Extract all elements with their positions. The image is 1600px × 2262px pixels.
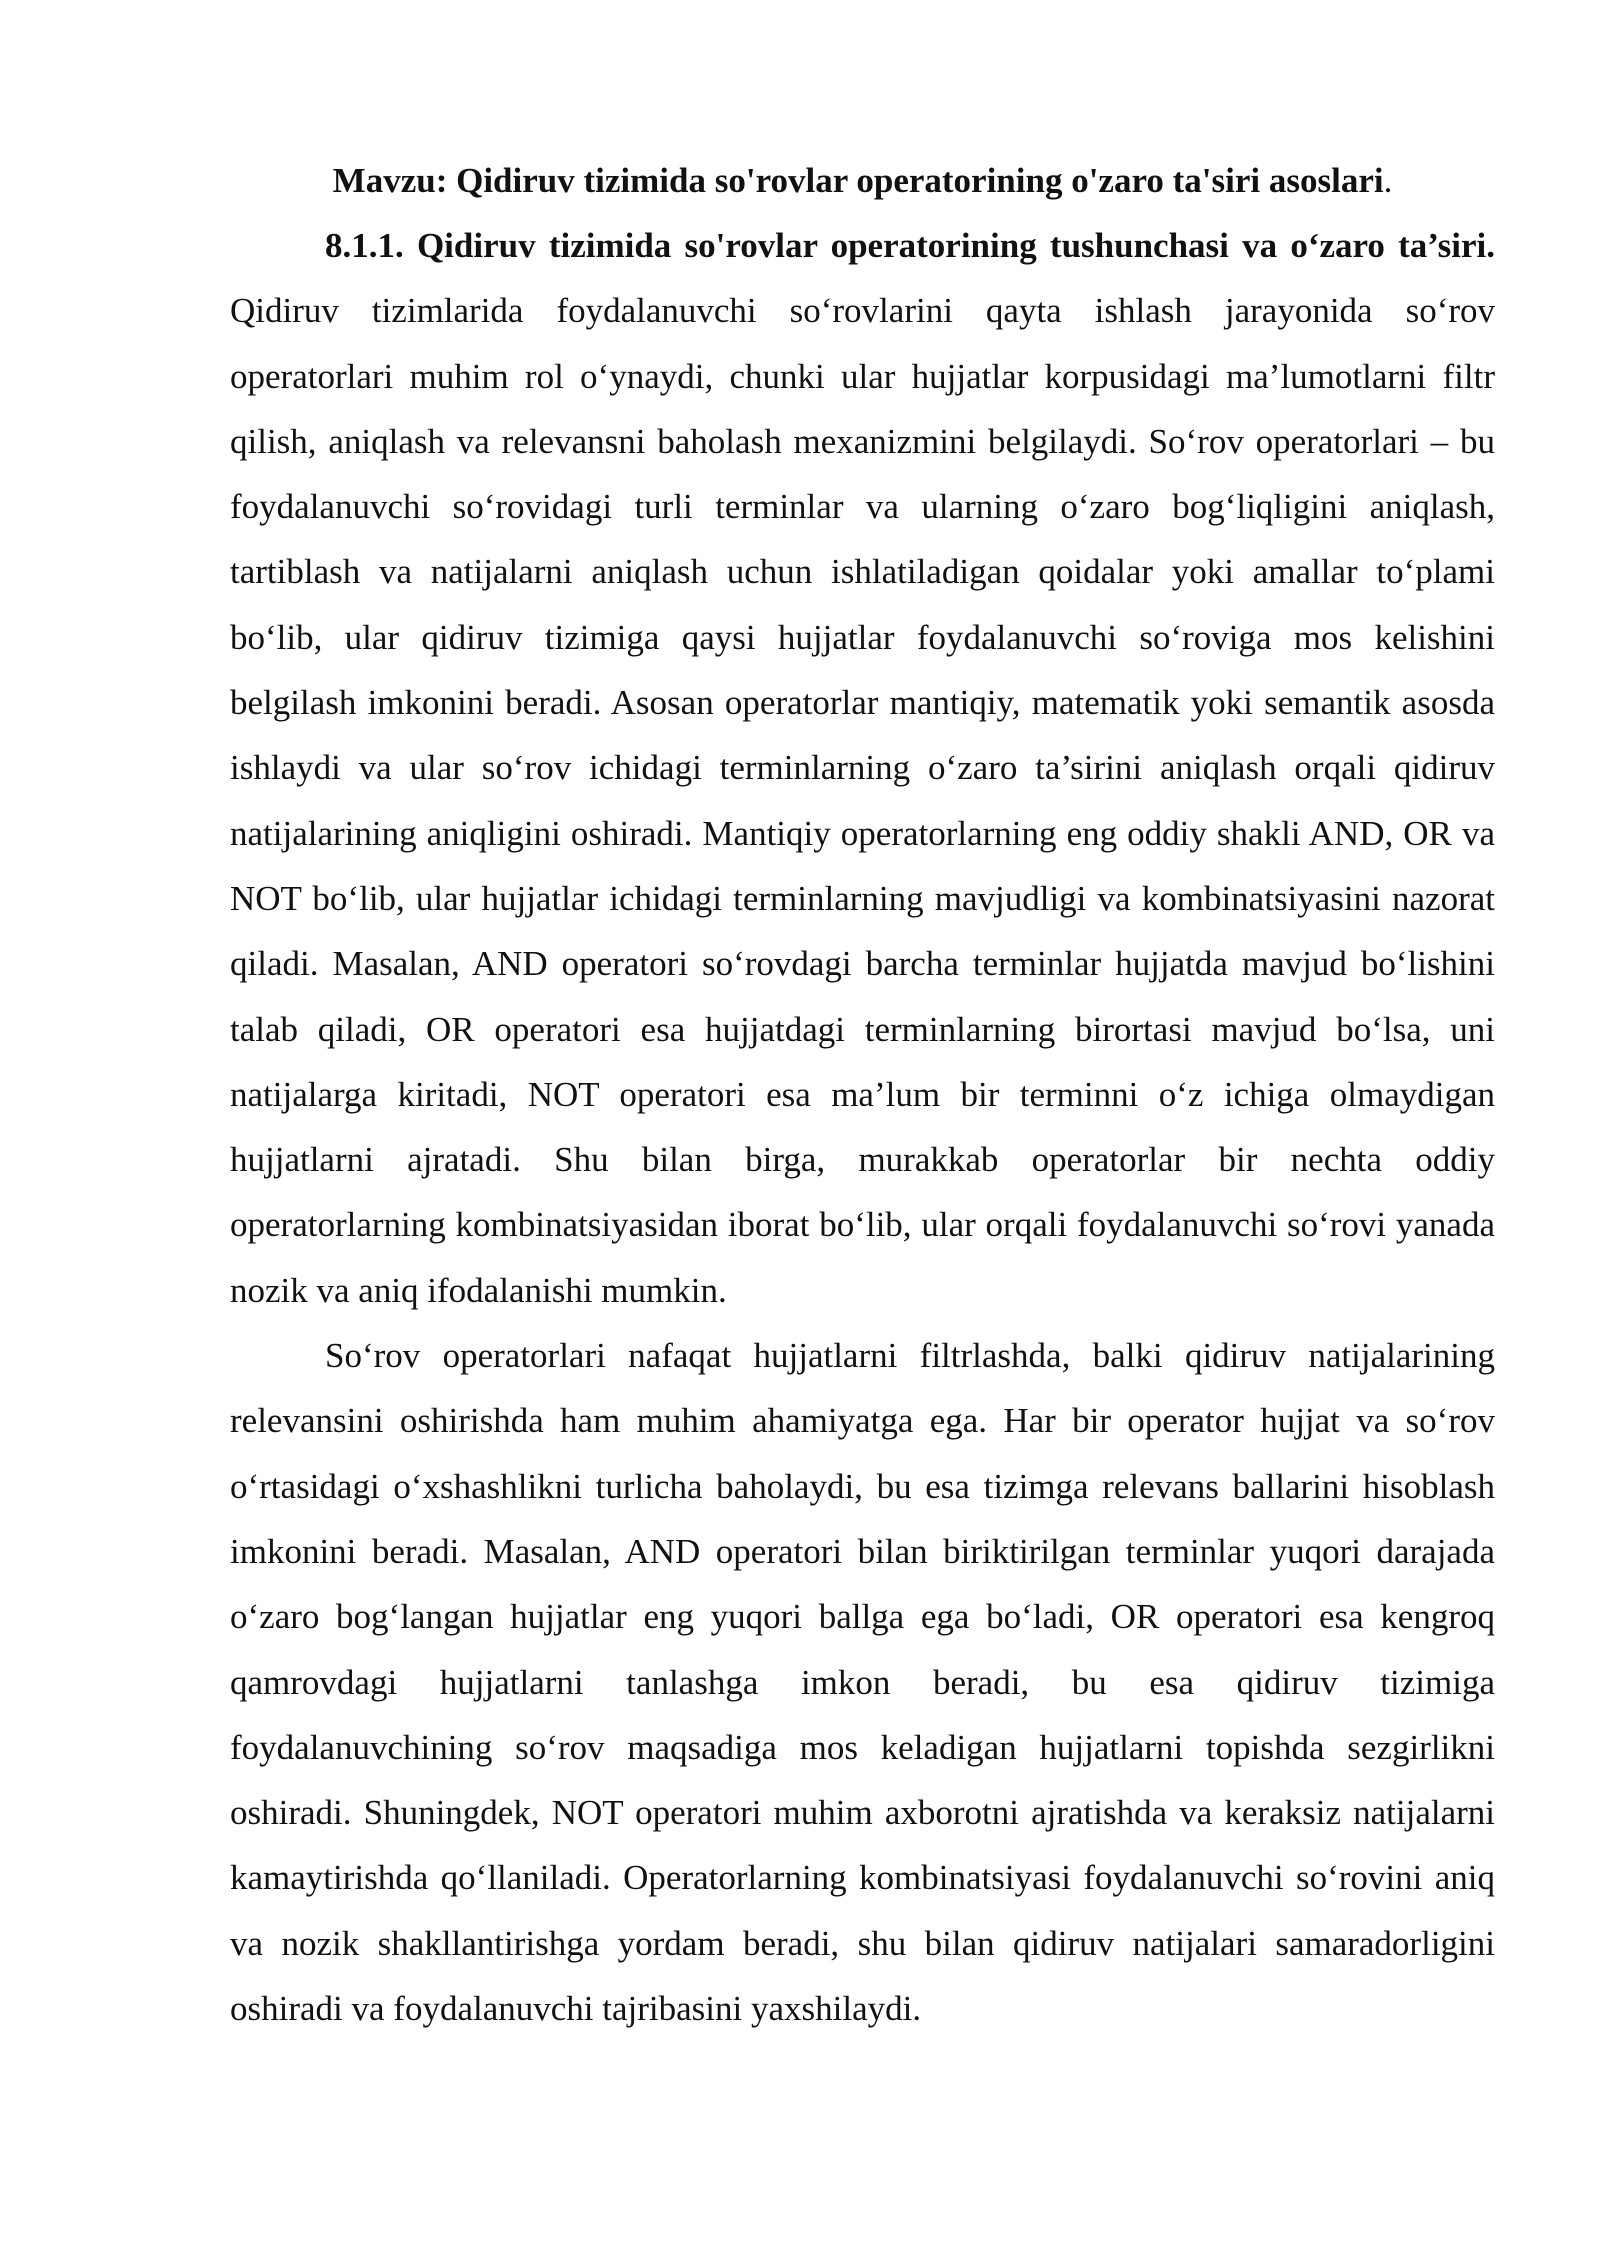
document-title bbox=[230, 148, 1495, 213]
document-title-text: Mavzu: Qidiruv tizimida so'rovlar operatorining o'zaro ta'siri asoslari bbox=[332, 161, 1384, 200]
paragraph-1-text: Qidiruv tizimlarida foydalanuvchi so‘rovlarini qayta ishlash jarayonida so‘rov operatorlari muhim rol o‘ynaydi, chunki ular hujjatlar korpusidagi ma’lumotlarni filtr qilish, aniqlash va relevansni baholash mexanizmini belgilaydi. So‘rov operatorlari – bu foydalanuvchi so‘rovidagi turli terminlar va ularning o‘zaro bog‘liqligini aniqlash, tartiblash va natijalarni aniqlash uchun ishlatiladigan qoidalar yoki amallar to‘plami bo‘lib, ular qidiruv tizimiga qaysi hujjatlar foydalanuvchi so‘roviga mos kelishini belgilash imkonini beradi. Asosan operatorlar mantiqiy, matematik yoki semantik asosda ishlaydi va ular so‘rov ichidagi terminlarning o‘zaro ta’sirini aniqlash orqali qidiruv natijalarining aniqligini oshiradi. Mantiqiy operatorlarning eng oddiy shakli AND, OR va NOT bo‘lib, ular hujjatlar ichidagi terminlarning mavjudligi va kombinatsiyasini nazorat qiladi. Masalan, AND operatori so‘rovdagi barcha terminlar hujjatda mavjud bo‘lishini talab qiladi, OR operatori esa hujjatdagi terminlarning birortasi mavjud bo‘lsa, uni natijalarga kiritadi, NOT operatori esa ma’lum bir terminni o‘z ichiga olmaydigan hujjatlarni ajratadi. Shu bilan birga, murakkab operatorlar bir nechta oddiy operatorlarning kombinatsiyasidan iborat bo‘lib, ular orqali foydalanuvchi so‘rovi yanada nozik va aniq ifodalanishi mumkin. bbox=[230, 291, 1495, 1310]
document-title-period: . bbox=[1383, 161, 1393, 200]
paragraph-1 bbox=[230, 213, 1495, 1323]
paragraph-2: So‘rov operatorlari nafaqat hujjatlarni filtrlashda, balki qidiruv natijalarining relevansini oshirishda ham muhim ahamiyatga ega. Har bir operator hujjat va so‘rov o‘rtasidagi o‘xshashlikni turlicha baholaydi, bu esa tizimga relevans ballarini hisoblash imkonini beradi. Masalan, AND operatori bilan biriktirilgan terminlar yuqori darajada o‘zaro bog‘langan hujjatlar eng yuqori ballga ega bo‘ladi, OR operatori esa kengroq qamrovdagi hujjatlarni tanlashga imkon beradi, bu esa qidiruv tizimiga foydalanuvchining so‘rov maqsadiga mos keladigan hujjatlarni topishda sezgirlikni oshiradi. Shuningdek, NOT operatori muhim axborotni ajratishda va keraksiz natijalarni kamaytirishda qo‘llaniladi. Operatorlarning kombinatsiyasi foydalanuvchi so‘rovini aniq va nozik shakllantirishga yordam beradi, shu bilan qidiruv natijalari samaradorligini oshiradi va foydalanuvchi tajribasini yaxshilaydi. bbox=[230, 1336, 1495, 2029]
document-page bbox=[230, 148, 1495, 2041]
section-heading: 8.1.1. Qidiruv tizimida so'rovlar operatorining tushunchasi va o‘zaro ta’siri. bbox=[325, 226, 1495, 265]
